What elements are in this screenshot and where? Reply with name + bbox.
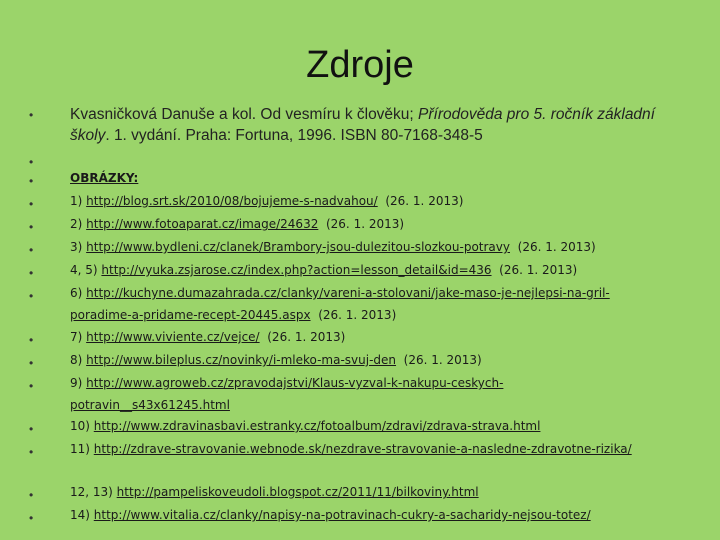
bullet: • (29, 511, 34, 525)
figure-source-item: 4, 5) http://vyuka.zsjarose.cz/index.php?action=lesson_detail&id=436 (26. 1. 2013) (70, 263, 578, 277)
bullet: • (29, 220, 34, 234)
source-citation (70, 104, 690, 146)
figure-source-item: 3) http://www.bydleni.cz/clanek/Brambory-jsou-dulezitou-slozkou-potravy (26. 1. 2013) (70, 240, 596, 254)
figure-source-link[interactable]: http://pampeliskoveudoli.blogspot.cz/2011/11/bilkoviny.html (116, 485, 479, 499)
figure-source-link[interactable]: http://vyuka.zsjarose.cz/index.php?action=lesson_detail&id=436 (101, 263, 492, 277)
figure-source-link[interactable]: http://www.agroweb.cz/zpravodajstvi/Klaus-vyzval-k-nakupu-ceskych-potravin__s43x61245.html (70, 376, 504, 412)
bullet: • (29, 379, 34, 393)
figures-heading: OBRÁZKY: (70, 171, 139, 185)
figure-source-link[interactable]: http://www.vitalia.cz/clanky/napisy-na-potravinach-cukry-a-sacharidy-nejsou-totez/ (93, 508, 591, 522)
bullet: • (29, 422, 34, 436)
citation-details: . 1. vydání. Praha: Fortuna, 1996. ISBN 80-7168-348-5 (105, 127, 483, 144)
figure-source-link[interactable]: http://www.fotoaparat.cz/image/24632 (86, 217, 319, 231)
figure-source-item: 8) http://www.bileplus.cz/novinky/i-mleko-ma-svuj-den (26. 1. 2013) (70, 353, 482, 367)
citation-work: Přírodověda pro 5. ročník základní školy (70, 106, 655, 144)
figure-source-link[interactable]: http://kuchyne.dumazahrada.cz/clanky/vareni-a-stolovani/jake-maso-je-nejlepsi-na-gril-poradime-a-pridame-recept-20445.aspx (70, 286, 610, 322)
figure-source-item: 2) http://www.fotoaparat.cz/image/24632 (26. 1. 2013) (70, 217, 405, 231)
bullet: • (29, 108, 34, 122)
figure-source-item: 14) http://www.vitalia.cz/clanky/napisy-na-potravinach-cukry-a-sacharidy-nejsou-totez/ (70, 508, 591, 522)
bullet: • (29, 289, 34, 303)
figure-source-item: 7) http://www.viviente.cz/vejce/ (26. 1. 2013) (70, 330, 346, 344)
figure-source-link[interactable]: http://www.bileplus.cz/novinky/i-mleko-ma-svuj-den (86, 353, 397, 367)
citation-authors: Kvasničková Danuše a kol. Od vesmíru k člověku; (70, 106, 419, 123)
figure-source-item: 6) http://kuchyne.dumazahrada.cz/clanky/vareni-a-stolovani/jake-maso-je-nejlepsi-na-gril-poradime-a-pridame-recept-20445.aspx (26. 1. 2013) (70, 286, 610, 322)
figure-source-link[interactable]: http://zdrave-stravovanie.webnode.sk/nezdrave-stravovanie-a-nasledne-zdravotne-rizika/ (93, 442, 632, 456)
figure-source-item: 12, 13) http://pampeliskoveudoli.blogspot.cz/2011/11/bilkoviny.html (70, 485, 479, 499)
figure-source-link[interactable]: http://blog.srt.sk/2010/08/bojujeme-s-nadvahou/ (86, 194, 378, 208)
page-title: Zdroje (306, 44, 414, 86)
bullet: • (29, 197, 34, 211)
bullet: • (29, 445, 34, 459)
figure-source-link[interactable]: http://www.viviente.cz/vejce/ (86, 330, 260, 344)
figure-source-link[interactable]: http://www.zdravinasbavi.estranky.cz/fotoalbum/zdravi/zdrava-strava.html (93, 419, 541, 433)
bullet: • (29, 356, 34, 370)
figure-source-item: 11) http://zdrave-stravovanie.webnode.sk/nezdrave-stravovanie-a-nasledne-zdravotne-rizika/ (70, 442, 632, 456)
figure-source-item: 9) http://www.agroweb.cz/zpravodajstvi/Klaus-vyzval-k-nakupu-ceskych-potravin__s43x61245.html (70, 376, 504, 412)
figure-source-item: 1) http://blog.srt.sk/2010/08/bojujeme-s-nadvahou/ (26. 1. 2013) (70, 194, 464, 208)
figure-source-item: 10) http://www.zdravinasbavi.estranky.cz/fotoalbum/zdravi/zdrava-strava.html (70, 419, 541, 433)
bullet: • (29, 333, 34, 347)
bullet: • (29, 243, 34, 257)
figure-source-link[interactable]: http://www.bydleni.cz/clanek/Brambory-jsou-dulezitou-slozkou-potravy (86, 240, 510, 254)
bullet: • (29, 488, 34, 502)
bullet: • (29, 266, 34, 280)
bullet: • (29, 155, 34, 169)
bullet: • (29, 174, 34, 188)
